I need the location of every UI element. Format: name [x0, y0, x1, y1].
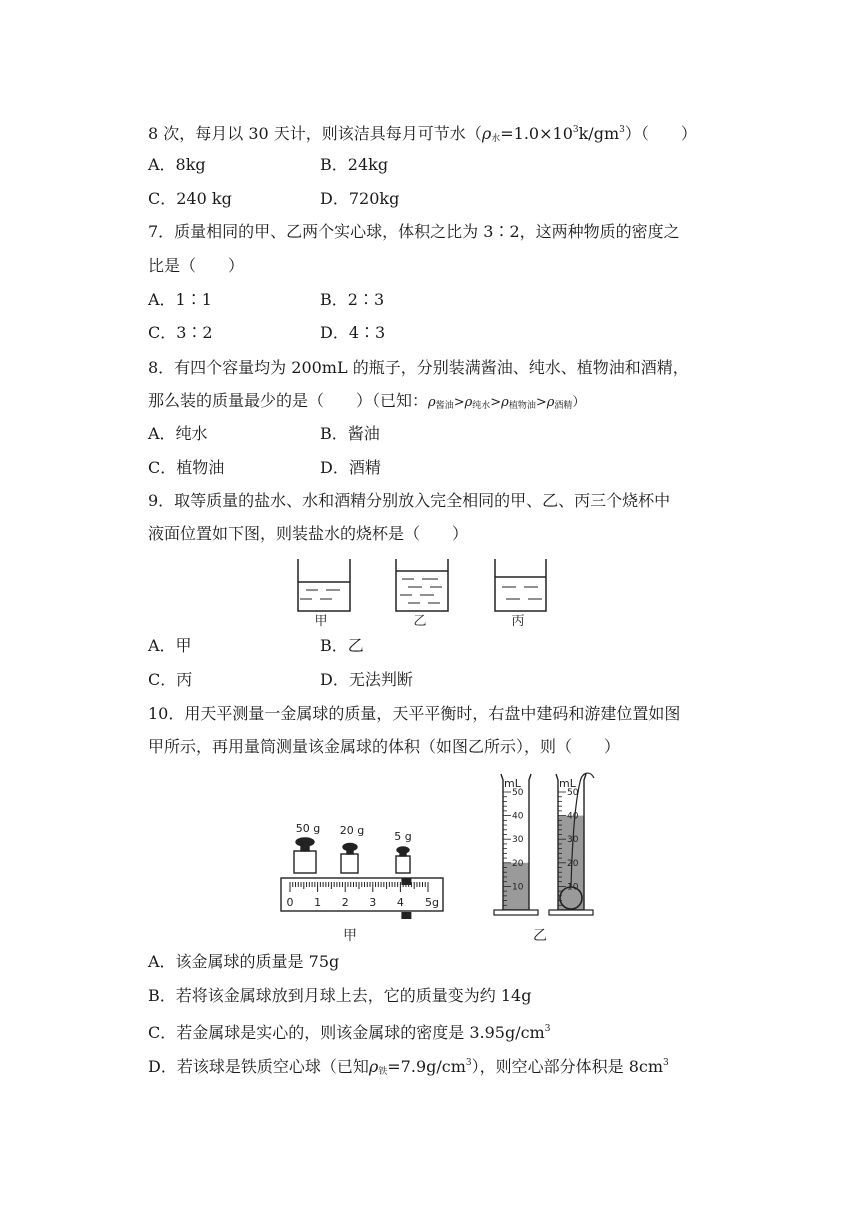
option-a: A．纯水: [148, 424, 208, 443]
balance-scale-bar: [281, 878, 443, 919]
option-a: A．甲: [148, 636, 192, 655]
cylinder-after: [549, 773, 594, 915]
cylinders-figure: [490, 768, 610, 948]
weight-label-5g: 5 g: [394, 830, 412, 843]
question-7-line-1: 7．质量相同的甲、乙两个实心球，体积之比为 3∶2，这两种物质的密度之: [148, 222, 680, 241]
option-d: D．酒精: [320, 458, 381, 477]
option-d: D．无法判断: [320, 670, 413, 689]
cylinder-tick-label: 10: [567, 882, 579, 893]
cylinder-before: [494, 774, 538, 915]
cylinder-tick-label: 40: [512, 811, 524, 822]
option-b: B．若将该金属球放到月球上去，它的质量变为约 14g: [148, 986, 532, 1005]
cylinder-tick-label: 10: [512, 882, 524, 893]
beaker-label-bing: 丙: [511, 614, 525, 629]
question-7-line-2: 比是（ ）: [148, 256, 245, 275]
scale-tick-label: 4: [396, 896, 404, 909]
question-stem: 8 次，每月以 30 天计，则该洁具每月可节水$(\rho_水=1.0\times 10^3k/gm^3)$（ ）: [148, 124, 697, 144]
beaker-bing: [495, 559, 546, 611]
option-c: C．若金属球是实心的，则该金属球的密度是 $3.95g/cm^3$: [148, 1023, 551, 1042]
cylinder-tick-label: 30: [512, 835, 524, 846]
cylinder-tick-label: 50: [567, 788, 579, 798]
scale-tick-label: 3: [369, 896, 377, 909]
rider-bottom: [401, 912, 411, 919]
rider-top: [401, 878, 411, 885]
option-d: D．720kg: [320, 189, 400, 208]
option-d: D．4∶3: [320, 323, 386, 342]
option-c: C．3∶2: [148, 323, 213, 342]
figure-label-jia: 甲: [343, 928, 357, 944]
scale-tick-label: 0: [286, 896, 294, 909]
weight-label-50g: 50 g: [295, 822, 321, 835]
cylinder-tick-label: 20: [512, 858, 524, 869]
beaker-yi: [396, 559, 448, 611]
question-10-line-2: 甲所示，再用量筒测量该金属球的体积（如图乙所示），则（ ）: [148, 737, 621, 756]
option-b: B．乙: [320, 636, 364, 655]
option-c: C．240 kg: [148, 189, 232, 208]
option-a: A．8kg: [148, 155, 206, 174]
balance-weights-figure: [278, 818, 450, 948]
beaker-jia: [298, 559, 350, 611]
option-b: B．24kg: [320, 155, 389, 174]
scale-tick-label: 1: [314, 896, 322, 909]
cylinder-tick-label: 20: [567, 858, 579, 869]
option-d: D．若该球是铁质空心球（已知$\rho_铁=7.9g/cm^3$），则空心部分体积是 $8cm^3$: [148, 1057, 669, 1077]
option-c: C．丙: [148, 670, 193, 689]
scale-tick-label: 5g: [425, 896, 439, 909]
question-10-line-1: 10．用天平测量一金属球的质量，天平平衡时，右盘中建码和游建位置如图: [148, 704, 681, 723]
weight-label-20g: 20 g: [339, 824, 365, 837]
cylinder-tick-label: 40: [567, 811, 579, 822]
option-c: C．植物油: [148, 458, 225, 477]
question-9-line-2: 液面位置如下图，则装盐水的烧杯是（ ）: [148, 524, 469, 543]
beaker-label-yi: 乙: [413, 614, 427, 629]
cylinder-unit: mL: [504, 777, 521, 790]
cylinder-unit: mL: [559, 777, 576, 790]
cylinder-tick-label: 50: [512, 788, 524, 798]
option-a: A．1∶1: [148, 290, 212, 309]
option-b: B．酱油: [320, 424, 380, 443]
figure-label-yi: 乙: [533, 928, 547, 944]
question-9-line-1: 9．取等质量的盐水、水和酒精分别放入完全相同的甲、乙、丙三个烧杯中: [148, 491, 671, 510]
question-8-line-2: 那么装的质量最少的是（ ）（已知：$\rho_{酱油}>\rho_{纯水}>\rho_{植物油}>\rho_{酒精}$）: [148, 391, 586, 411]
cylinder-tick-label: 30: [567, 835, 579, 846]
beaker-label-jia: 甲: [314, 614, 328, 629]
option-a: A．该金属球的质量是 75g: [148, 952, 340, 971]
option-b: B．2∶3: [320, 290, 385, 309]
beakers-figure: [290, 555, 560, 630]
question-8-line-1: 8．有四个容量均为 200mL 的瓶子，分别装满酱油、纯水、植物油和酒精，: [148, 358, 689, 377]
scale-tick-label: 2: [341, 896, 349, 909]
